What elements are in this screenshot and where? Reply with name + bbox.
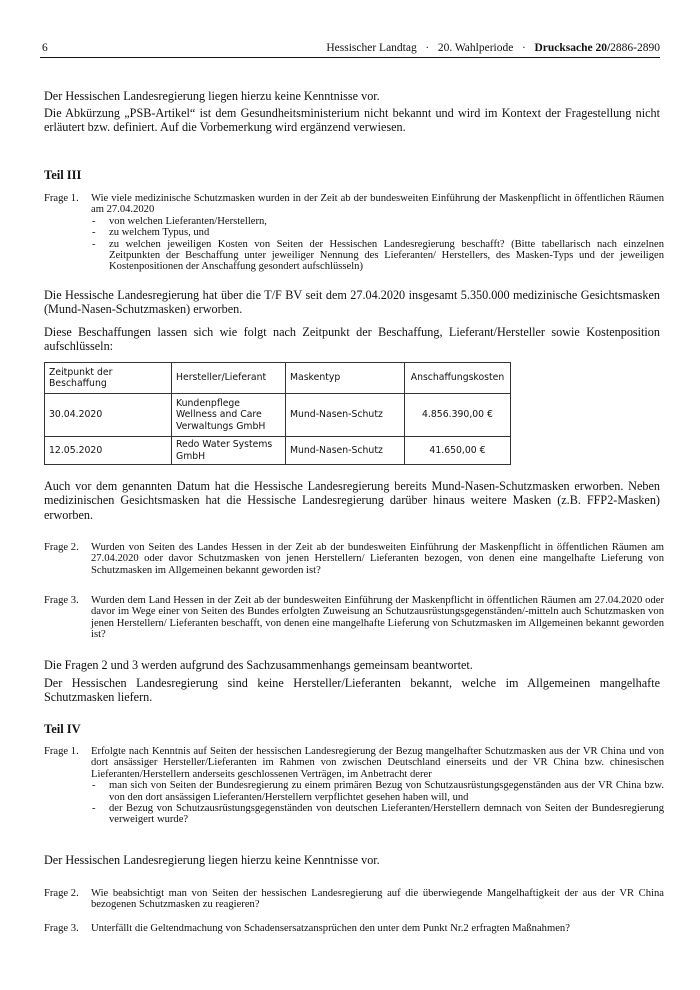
question-block	[44, 542, 664, 576]
question-list-item: - zu welchen jeweiligen Kosten von Seiten der Hessischen Landesregierung beschafft? (Bitte tabellarisch nach einzelnen Zeitpunkten der Beschaffung unter jeweiliger Nennung des Lieferanten/ Herstellers, des Masken-Typs und der jeweiligen Kostenpositionen der Anschaffung gesondert aufschlüsseln)	[91, 239, 664, 273]
question-label: Frage 2.	[44, 888, 79, 899]
page-header	[40, 40, 660, 56]
answer-paragraph: Die Hessische Landesregierung hat über die T/F BV seit dem 27.04.2020 insgesamt 5.350.000 medizinische Gesichtsmasken (Mund-Nasen-Schutzmasken) erworben.	[44, 288, 660, 317]
page-number: 6	[42, 42, 48, 54]
answer-paragraph: Diese Beschaffungen lassen sich wie folgt nach Zeitpunkt der Beschaffung, Lieferant/Hersteller sowie Kostenposition aufschlüsseln:	[44, 325, 660, 354]
question-list-item: - der Bezug von Schutzausrüstungsgegenständen von deutschen Lieferanten/Herstellern demnach von Seiten der Bundesregierung verweigert wurde?	[91, 803, 664, 826]
legislative-period: 20. Wahlperiode	[437, 42, 514, 54]
question-list-item: - von welchen Lieferanten/Herstellern,	[91, 216, 664, 227]
table-cell: 30.04.2020	[45, 394, 172, 437]
table-row	[45, 394, 511, 437]
document-number-label: Drucksache 20/	[534, 42, 611, 54]
question-text: Unterfällt die Geltendmachung von Schadensersatzansprüchen den unter dem Punkt Nr.2 erfragten Maßnahmen?	[91, 923, 570, 934]
column-header: Anschaffungskosten	[405, 363, 511, 394]
table-cell: Mund-Nasen-Schutz	[286, 437, 405, 465]
table-cell: Redo Water Systems GmbH	[172, 437, 286, 465]
section-heading: Teil III	[44, 168, 82, 182]
column-header: Zeitpunkt der Beschaffung	[45, 363, 172, 394]
section-heading: Teil IV	[44, 722, 81, 736]
question-text: Wurden von Seiten des Landes Hessen in der Zeit ab der bundesweiten Einführung der Maskenpflicht in öffentlichen Räumen am 27.04.2020 oder davor Schutzmasken von jenen Herstellern/ Lieferanten bezogen, von denen eine mangelhafte Lieferung von Schutzmasken im Allgemeinen bekannt geworden ist?	[91, 542, 664, 576]
question-block	[44, 888, 664, 911]
question-text: Wie viele medizinische Schutzmasken wurden in der Zeit ab der bundesweiten Einführung der Maskenpflicht in öffentlichen Räumen am 27.04.2020	[91, 193, 664, 216]
question-block	[44, 595, 664, 641]
table-header-row	[45, 363, 511, 394]
table-cell: 41.650,00 €	[405, 437, 511, 465]
answer-paragraph: Die Abkürzung „PSB-Artikel“ ist dem Gesundheitsministerium nicht bekannt und wird im Kontext der Fragestellung nicht erläutert bzw. definiert. Auf die Vorbemerkung wird ergänzend verwiesen.	[44, 106, 660, 135]
table-cell: Kundenpflege Wellness and Care Verwaltungs GmbH	[172, 394, 286, 437]
question-block	[44, 746, 664, 826]
answer-paragraph: Auch vor dem genannten Datum hat die Hessische Landesregierung bereits Mund-Nasen-Schutzmasken erworben. Neben medizinischen Gesichtsmasken hat die Hessische Landesregierung darüber hinaus weitere Masken (z.B. FFP2-Masken) erworben.	[44, 479, 660, 522]
question-list-item: - man sich von Seiten der Bundesregierung zu einem primären Bezug von Schutzausrüstungsgegenständen aus der VR China bzw. von den dort ansässigen Lieferanten/Herstellern verpflichtet gesehen haben will, und	[91, 780, 664, 803]
question-text: Erfolgte nach Kenntnis auf Seiten der hessischen Landesregierung der Bezug mangelhafter Schutzmasken aus der VR China und von dort ansässiger Hersteller/Lieferanten im Rahmen von zwischen Deutschland einerseits und der VR China bzw. chinesischen Lieferanten/Herstellern anderseits geschlossenen Verträgen, im Anbetracht derer	[91, 746, 664, 780]
answer-paragraph: Der Hessischen Landesregierung sind keine Hersteller/Lieferanten bekannt, welche im Allgemeinen mangelhafte Schutzmasken liefern.	[44, 676, 660, 705]
answer-paragraph: Der Hessischen Landesregierung liegen hierzu keine Kenntnisse vor.	[44, 853, 380, 867]
header-separator: ·	[425, 42, 430, 54]
question-label: Frage 1.	[44, 193, 79, 204]
table-row	[45, 437, 511, 465]
question-text: Wurden dem Land Hessen in der Zeit ab der bundesweiten Einführung der Maskenpflicht in öffentlichen Räumen am 27.04.2020 oder davor im Wege einer von Seiten des Bundes erfolgten Zuweisung an Schutzausrüstungsgegenständen/-mitteln auch Schutzmasken von jenen Herstellern/ Lieferanten beschafft, von denen eine mangelhafte Lieferung von Schutzmasken im Allgemeinen bekannt geworden ist?	[91, 595, 664, 641]
table-cell: Mund-Nasen-Schutz	[286, 394, 405, 437]
question-list-item: - zu welchem Typus, und	[91, 227, 664, 238]
column-header: Hersteller/Lieferant	[172, 363, 286, 394]
question-label: Frage 2.	[44, 542, 79, 553]
document-number: 2886-2890	[610, 42, 660, 54]
table-cell: 12.05.2020	[45, 437, 172, 465]
answer-paragraph: Der Hessischen Landesregierung liegen hierzu keine Kenntnisse vor.	[44, 89, 380, 103]
procurement-table	[44, 362, 511, 465]
answer-paragraph: Die Fragen 2 und 3 werden aufgrund des Sachzusammenhangs gemeinsam beantwortet.	[44, 658, 473, 672]
table-cell: 4.856.390,00 €	[405, 394, 511, 437]
question-block	[44, 923, 664, 934]
question-text: Wie beabsichtigt man von Seiten der hessischen Landesregierung auf die überwiegende Mangelhaftigkeit der aus der VR China bezogenen Schutzmasken zu reagieren?	[91, 888, 664, 911]
question-label: Frage 3.	[44, 923, 79, 934]
question-label: Frage 1.	[44, 746, 79, 757]
question-label: Frage 3.	[44, 595, 79, 606]
question-block	[44, 193, 664, 273]
parliament-name: Hessischer Landtag	[326, 42, 417, 54]
column-header: Maskentyp	[286, 363, 405, 394]
header-separator: ·	[521, 42, 526, 54]
header-rule	[40, 57, 660, 58]
header-meta	[326, 40, 660, 56]
